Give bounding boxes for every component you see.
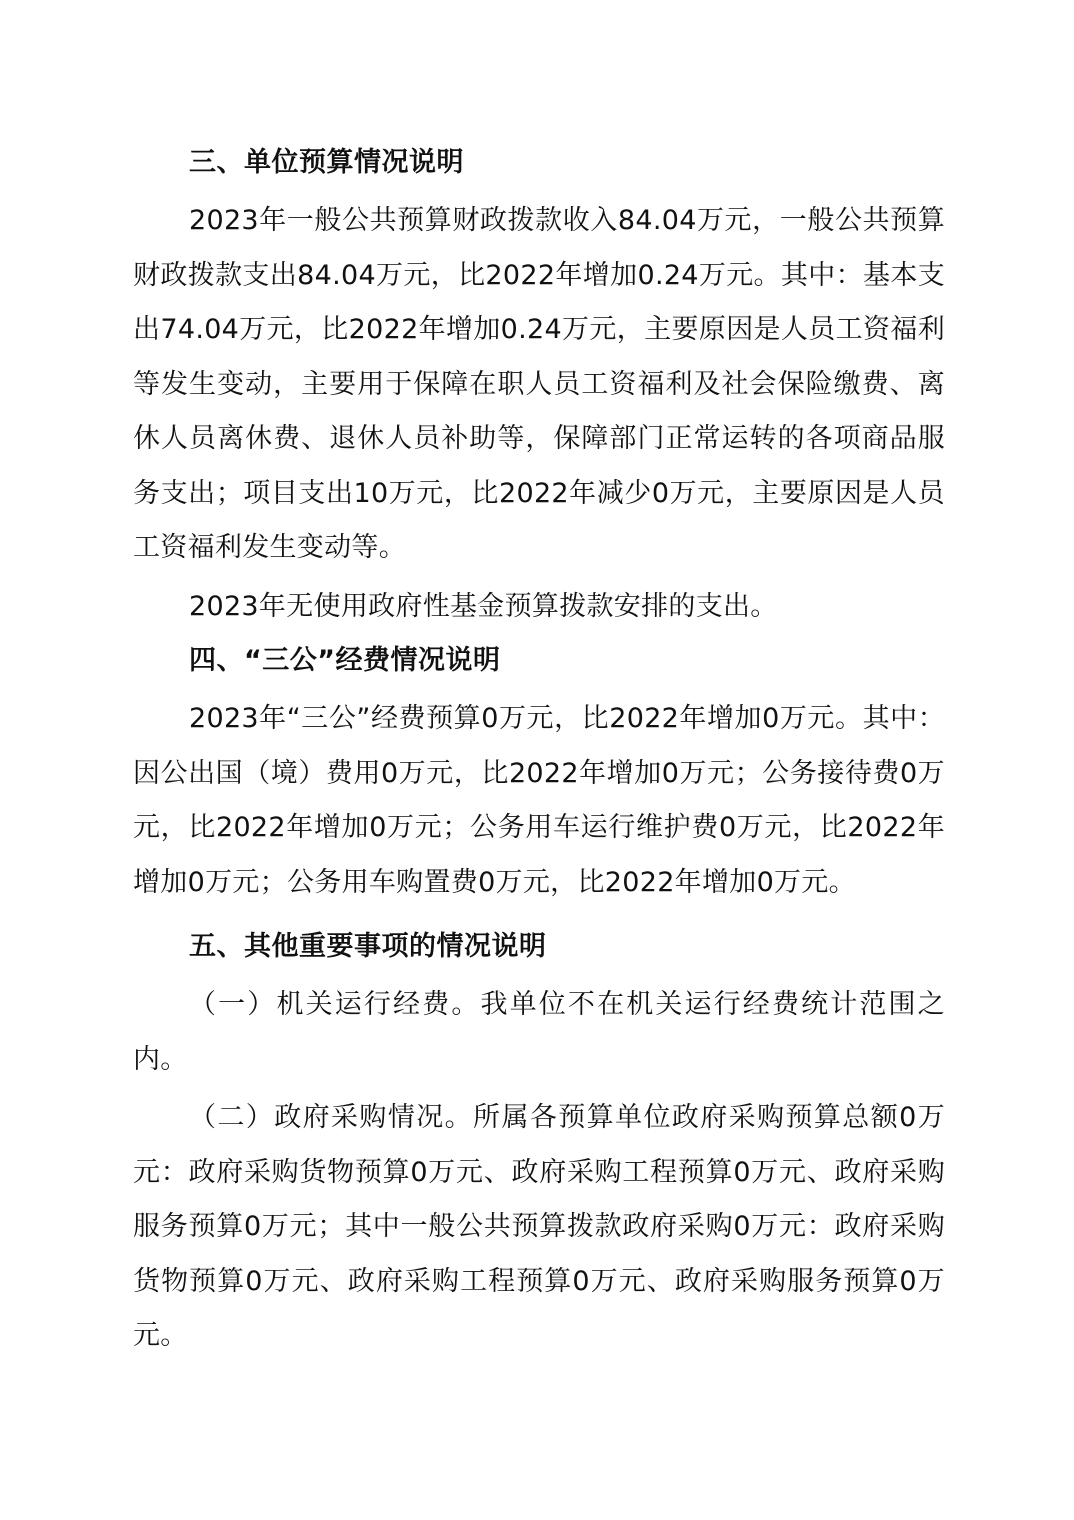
paragraph-budget-revenue-expenditure: 2023年一般公共预算财政拨款收入84.04万元，一般公共预算财政拨款支出84.04万元，比2022年增加0.24万元。其中：基本支出74.04万元，比2022年增加0.24万元，主要原因是人员工资福利等发生变动，主要用于保障在职人员工资福利及社会保险缴费、离休人员离休费、退休人员补助等，保障部门正常运转的各项商品服务支出；项目支出10万元，比2022年减少0万元，主要原因是人员工资福利发生变动等。 <box>133 205 945 563</box>
section-heading-other-matters: 五、其他重要事项的情况说明 <box>189 931 547 962</box>
paragraph-government-fund: 2023年无使用政府性基金预算拨款安排的支出。 <box>189 590 778 622</box>
paragraph-three-public-expenses: 2023年“三公”经费预算0万元，比2022年增加0万元。其中：因公出国（境）费用0万元，比2022年增加0万元；公务接待费0万元，比2022年增加0万元；公务用车运行维护费0万元，比2022年增加0万元；公务用车购置费0万元，比2022年增加0万元。 <box>133 703 945 898</box>
section-heading-three-public: 四、“三公”经费情况说明 <box>189 645 501 676</box>
section-heading-unit-budget: 三、单位预算情况说明 <box>189 147 464 178</box>
document-page <box>133 136 945 1364</box>
paragraph-government-procurement: （二）政府采购情况。所属各预算单位政府采购预算总额0万元：政府采购货物预算0万元、政府采购工程预算0万元、政府采购服务预算0万元；其中一般公共预算拨款政府采购0万元：政府采购货物预算0万元、政府采购工程预算0万元、政府采购服务预算0万元。 <box>133 1102 945 1351</box>
paragraph-operating-expenses: （一）机关运行经费。我单位不在机关运行经费统计范围之内。 <box>133 989 945 1075</box>
